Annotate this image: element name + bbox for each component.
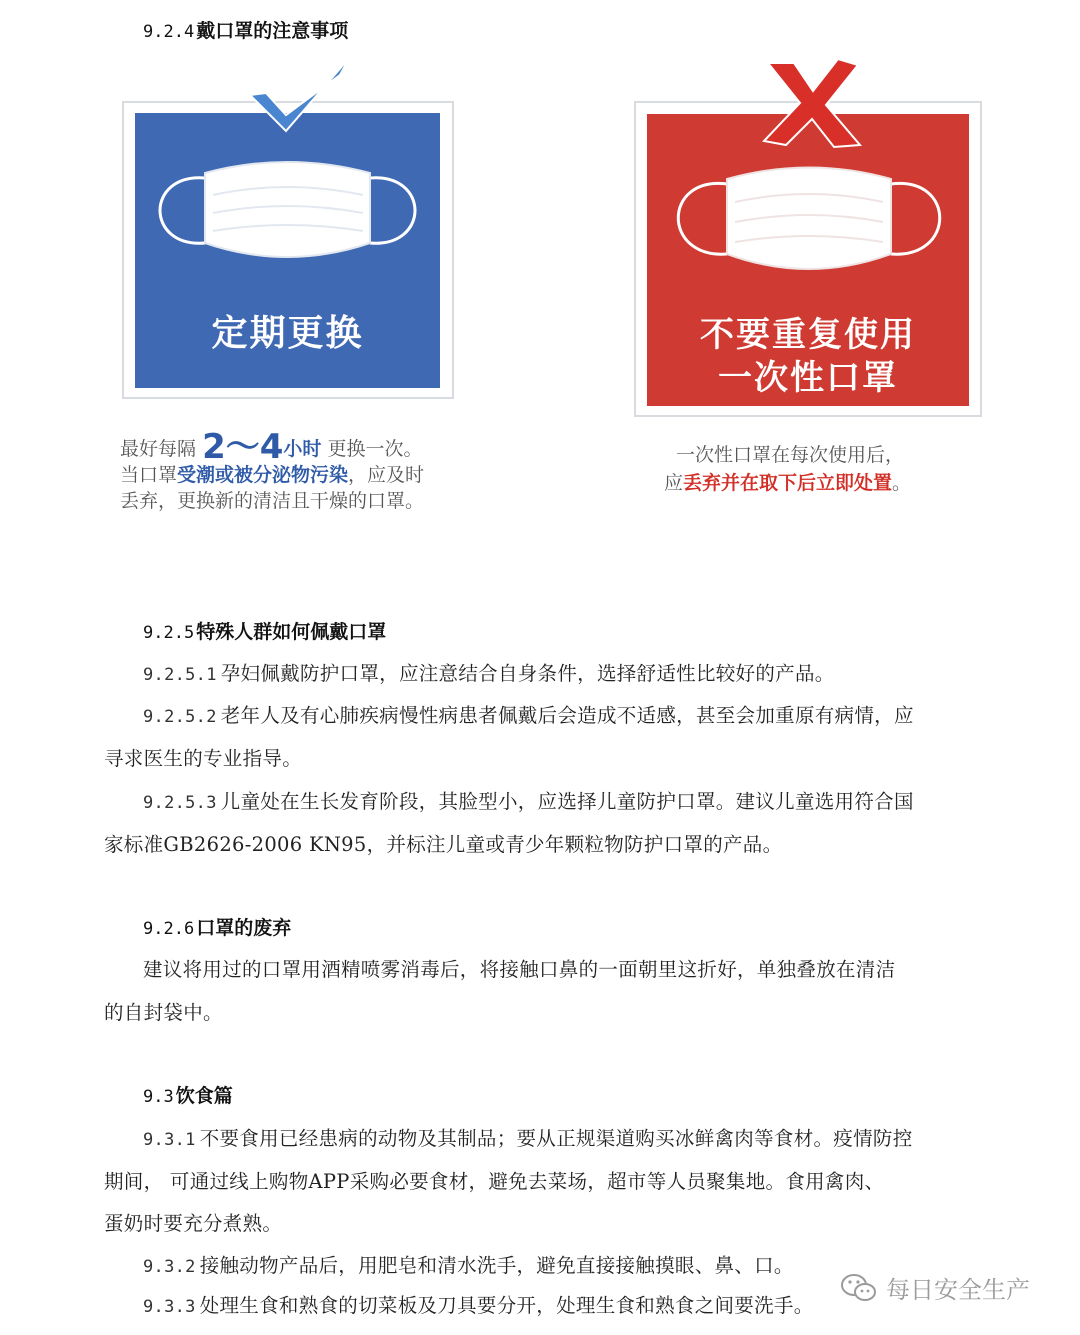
paragraph-text: 处理生食和熟食的切菜板及刀具要分开，处理生食和熟食之间要洗手。 [199,1294,814,1317]
paragraph-9-2-5-3 [143,786,914,814]
section-title: 饮食篇 [175,1085,233,1107]
caption-hours-number: 2～4 [202,427,284,467]
paragraph-text: 老年人及有心肺疾病慢性病患者佩戴后会造成不适感，甚至会加重原有病情，应 [220,704,914,727]
paragraph-number: 9.3.1 [143,1130,196,1150]
section-heading-9-3 [143,1081,233,1108]
wechat-icon [840,1272,878,1304]
caption-emphasis: 丢弃并在取下后立即处置 [683,472,893,494]
paragraph-text: 不要食用已经患病的动物及其制品；要从正规渠道购买冰鲜禽肉等食材。疫情防控 [199,1127,913,1150]
paragraph-9-2-5-2 [143,700,914,728]
poster-panel-blue [135,113,440,388]
poster-panel-red [647,114,969,406]
paragraph-text: 儿童处在生长发育阶段，其脸型小，应选择儿童防护口罩。建议儿童选用符合国 [220,790,914,813]
paragraph-9-3-2 [143,1250,794,1278]
caption-text: 。 [892,472,912,494]
section-title: 口罩的废弃 [196,917,292,939]
caption-hours-unit: 小时 [283,438,322,460]
section-number: 9.3 [143,1087,174,1107]
paragraph-9-3-1 [143,1123,913,1151]
cross-icon [760,57,866,149]
caption-text: 更换一次。 [327,438,423,460]
caption-text: ，应及时 [348,464,425,486]
watermark-text: 每日安全生产 [886,1276,1030,1304]
checkmark-icon [246,53,354,135]
paragraph-9-2-6: 建议将用过的口罩用酒精喷雾消毒后，将接触口鼻的一面朝里这折好，单独叠放在清洁 [143,958,896,981]
paragraph-number: 9.3.2 [143,1257,196,1277]
watermark [840,1270,1030,1305]
section-title: 特殊人群如何佩戴口罩 [196,621,387,643]
paragraph-continuation: 的自封袋中。 [104,1001,223,1024]
caption-text: 当口罩 [120,464,178,486]
caption-emphasis: 受潮或被分泌物污染 [177,464,349,486]
section-number: 9.2.5 [143,623,195,643]
paragraph-number: 9.3.3 [143,1297,196,1317]
paragraph-9-2-5-1 [143,658,835,686]
section-number: 9.2.4 [143,22,195,42]
section-number: 9.2.6 [143,919,195,939]
paragraph-continuation: 期间， 可通过线上购物APP采购必要食材，避免去菜场，超市等人员聚集地。食用禽肉、 [104,1170,885,1193]
poster-title: 定期更换 [211,313,364,354]
paragraph-number: 9.2.5.2 [143,707,217,727]
paragraph-continuation: 寻求医生的专业指导。 [104,747,303,770]
section-heading-9-2-6 [143,913,291,940]
paragraph-text: 接触动物产品后，用肥皂和清水洗手，避免直接接触摸眼、鼻、口。 [199,1254,794,1277]
caption-text: 最好每隔 [120,438,197,460]
paragraph-text: 孕妇佩戴防护口罩，应注意结合自身条件，选择舒适性比较好的产品。 [220,662,835,685]
paragraph-continuation: 家标准GB2626-2006 KN95，并标注儿童或青少年颗粒物防护口罩的产品。 [104,833,783,856]
poster-caption-line1: 一次性口罩在每次使用后， [676,444,905,466]
poster-caption-line2 [120,460,424,487]
poster-title-line1: 不要重复使用 [700,315,916,355]
poster-caption-line2 [664,468,911,495]
section-title: 戴口罩的注意事项 [196,20,349,42]
poster-title-line2: 一次性口罩 [718,358,898,398]
paragraph-continuation: 蛋奶时要充分煮熟。 [104,1212,283,1235]
paragraph-number: 9.2.5.3 [143,793,217,813]
paragraph-number: 9.2.5.1 [143,665,217,685]
paragraph-9-3-3 [143,1290,814,1318]
section-heading-9-2-5 [143,617,386,644]
poster-caption-line3: 丢弃，更换新的清洁且干燥的口罩。 [120,490,425,512]
caption-text: 应 [664,472,684,494]
section-heading-9-2-4 [143,16,348,43]
